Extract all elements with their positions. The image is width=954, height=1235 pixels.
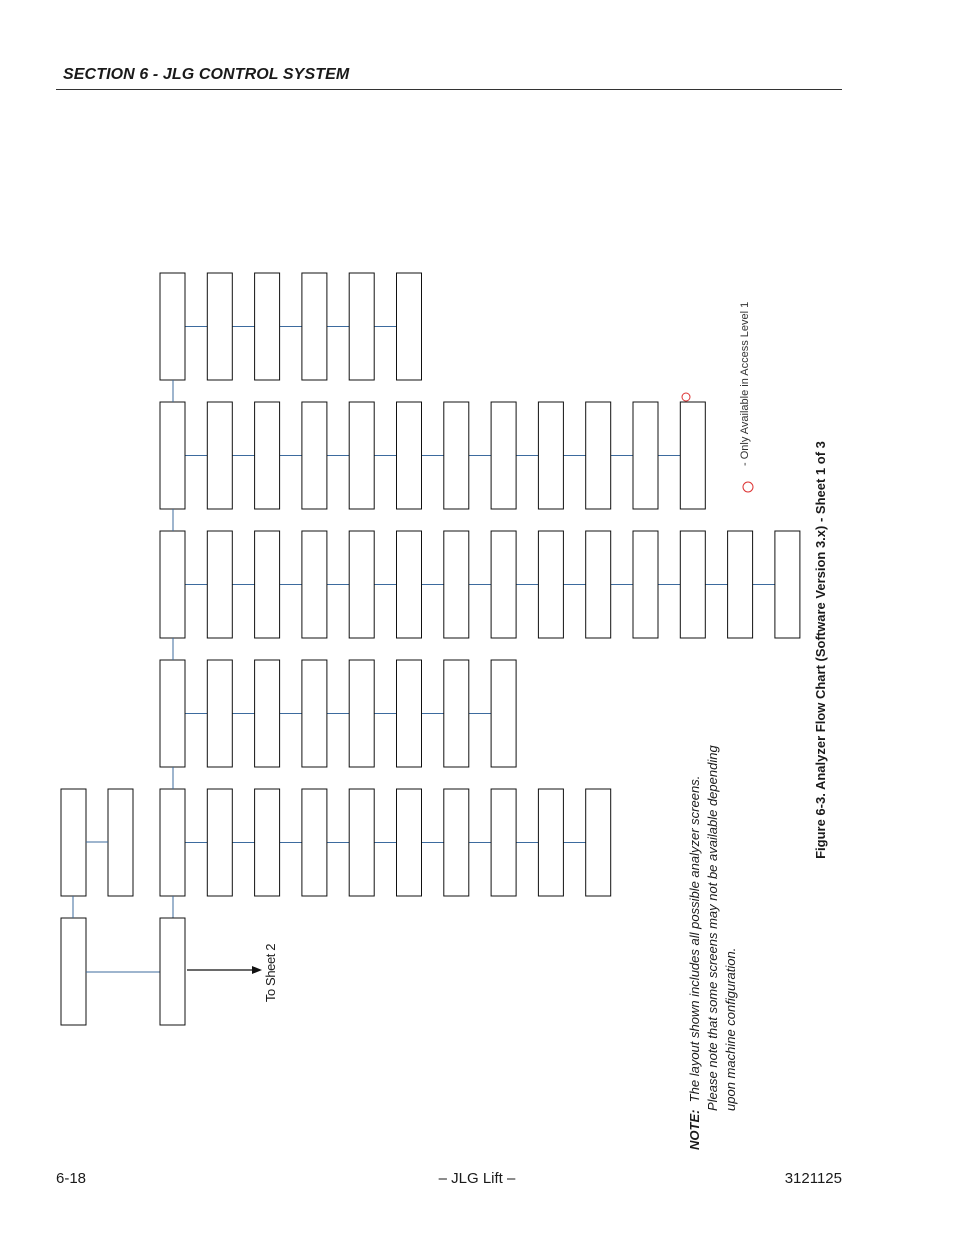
flow-box (349, 273, 374, 380)
flow-box (397, 789, 422, 896)
flow-box (538, 402, 563, 509)
note-line-3: upon machine configuration. (723, 947, 738, 1111)
flow-box (728, 531, 753, 638)
to-sheet-2-label: To Sheet 2 (263, 943, 278, 1003)
flow-box (207, 273, 232, 380)
flow-box (255, 402, 280, 509)
flow-box (491, 531, 516, 638)
note-block (686, 630, 742, 1150)
flow-box (302, 402, 327, 509)
flow-box (255, 660, 280, 767)
note-line-1: The layout shown includes all possible analyzer screens. (687, 775, 702, 1103)
to-sheet-arrowhead (252, 966, 262, 974)
flow-box (302, 531, 327, 638)
flow-box (538, 789, 563, 896)
legend-marker-icon (743, 482, 753, 492)
flow-box (160, 273, 185, 380)
flow-box (397, 531, 422, 638)
figure-caption: Figure 6-3. Analyzer Flow Chart (Software Version 3.x) - Sheet 1 of 3 (813, 441, 828, 859)
flow-box (680, 531, 705, 638)
flow-box (302, 789, 327, 896)
flow-box (444, 402, 469, 509)
note-label: NOTE: (687, 1109, 702, 1150)
flow-box (633, 402, 658, 509)
flow-box (255, 273, 280, 380)
flow-box (160, 402, 185, 509)
legend-text: - Only Available in Access Level 1 (739, 301, 751, 466)
flow-box (349, 660, 374, 767)
flow-box (775, 531, 800, 638)
flow-box (680, 402, 705, 509)
flow-box (491, 660, 516, 767)
flow-box (491, 789, 516, 896)
flow-box (160, 918, 185, 1025)
flow-box (491, 402, 516, 509)
flow-box (586, 789, 611, 896)
flow-box (586, 402, 611, 509)
section-title: SECTION 6 - JLG CONTROL SYSTEM (63, 66, 350, 83)
flow-box (444, 789, 469, 896)
flow-box (207, 531, 232, 638)
flow-box (160, 531, 185, 638)
flow-box (397, 273, 422, 380)
flow-box (349, 789, 374, 896)
flow-box (397, 660, 422, 767)
flow-box (397, 402, 422, 509)
flow-box (538, 531, 563, 638)
document-number: 3121125 (784, 1170, 842, 1187)
flow-box (61, 918, 86, 1025)
flow-box (633, 531, 658, 638)
flow-box (61, 789, 86, 896)
flow-box (302, 660, 327, 767)
flow-box (444, 531, 469, 638)
flow-box (160, 789, 185, 896)
flow-box (349, 402, 374, 509)
flow-box (349, 531, 374, 638)
flow-box (160, 660, 185, 767)
flow-box (207, 789, 232, 896)
access-level-marker-icon (682, 393, 690, 401)
flow-box (207, 402, 232, 509)
flow-box (302, 273, 327, 380)
footer-center-text: – JLG Lift – (438, 1170, 516, 1187)
flow-box (255, 531, 280, 638)
flow-box (108, 789, 133, 896)
flow-box (444, 660, 469, 767)
flow-box (255, 789, 280, 896)
flow-box (207, 660, 232, 767)
page-number: 6-18 (56, 1170, 87, 1187)
note-line-2: Please note that some screens may not be available depending (705, 745, 720, 1111)
flow-box (586, 531, 611, 638)
